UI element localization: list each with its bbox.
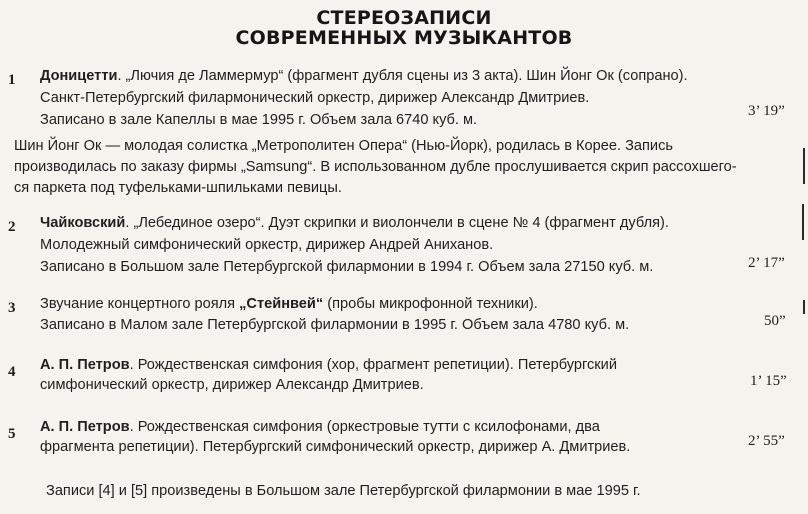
entry-line: Записано в Большом зале Петербургской филармонии в 1994 г. Объем зала 27150 куб. м. <box>40 259 654 275</box>
entry-line: Записано в зале Капеллы в мае 1995 г. Объем зала 6740 куб. м. <box>40 112 478 128</box>
entry-note-line: производилась по заказу фирмы „Samsung“. В использованном дубле прослушивается скрип рассохшего- <box>14 159 737 175</box>
page-title-line-2: СОВРЕМЕННЫХ МУЗЫКАНТОВ <box>235 27 573 49</box>
entry-line: Санкт-Петербургский филармонический оркестр, дирижер Александр Дмитриев. <box>40 90 590 106</box>
entry-first-line <box>40 295 538 313</box>
entry-first-line <box>40 356 617 374</box>
entry-brand: „Стейнвей“ <box>239 296 324 312</box>
entry-number: 5 <box>8 426 16 442</box>
entry-number: 3 <box>8 300 16 316</box>
entry-line: фрагмента репетиции). Петербургский симфонический оркестр, дирижер А. Дмитриев. <box>40 439 631 455</box>
entry-composer: А. П. Петров <box>40 419 130 435</box>
scan-edge-mark <box>803 300 805 314</box>
entry-number: 4 <box>8 364 16 380</box>
entry-first-line <box>40 214 669 232</box>
page-title-line-1: СТЕРЕОЗАПИСИ <box>316 7 492 29</box>
entry-number: 2 <box>8 219 16 235</box>
scan-edge-mark <box>803 148 805 184</box>
entry-composer: А. П. Петров <box>40 357 130 373</box>
entry-note-line: Шин Йонг Ок — молодая солистка „Метрополитен Опера“ (Нью-Йорк), родилась в Корее. Запись <box>14 138 673 154</box>
entry-text: . „Лебединое озеро“. Дуэт скрипки и виолончели в сцене № 4 (фрагмент дубля). <box>125 215 669 231</box>
entry-note-line: ся паркета под туфельками-шпильками певицы. <box>14 180 342 196</box>
entry-line: Записано в Малом зале Петербургской филармонии в 1995 г. Объем зала 4780 куб. м. <box>40 317 630 333</box>
entry-text: . „Лючия де Ламмермур“ (фрагмент дубля сцены из 3 акта). Шин Йонг Ок (сопрано). <box>117 68 688 84</box>
entry-text-suffix: (пробы микрофонной техники). <box>323 296 538 312</box>
entry-duration: 50” <box>764 313 786 329</box>
footer-note: Записи [4] и [5] произведены в Большом зале Петербургской филармонии в мае 1995 г. <box>46 483 641 499</box>
entry-first-line <box>40 67 688 85</box>
entry-composer: Чайковский <box>40 215 126 231</box>
scan-edge-mark <box>802 204 804 240</box>
entry-first-line <box>40 418 600 436</box>
entry-text: . Рождественская симфония (хор, фрагмент репетиции). Петербургский <box>129 357 617 373</box>
entry-duration: 2’ 17” <box>748 255 785 271</box>
entry-duration: 1’ 15” <box>750 373 787 389</box>
entry-duration: 3’ 19” <box>748 103 785 119</box>
entry-line: симфонический оркестр, дирижер Александр Дмитриев. <box>40 377 424 393</box>
entry-text-prefix: Звучание концертного рояля <box>40 296 240 312</box>
entry-text: . Рождественская симфония (оркестровые тутти с ксилофонами, два <box>129 419 600 435</box>
entry-duration: 2’ 55” <box>748 433 785 449</box>
entry-number: 1 <box>8 72 16 88</box>
entry-line: Молодежный симфонический оркестр, дирижер Андрей Аниханов. <box>40 237 494 253</box>
entry-composer: Доницетти <box>40 68 118 84</box>
